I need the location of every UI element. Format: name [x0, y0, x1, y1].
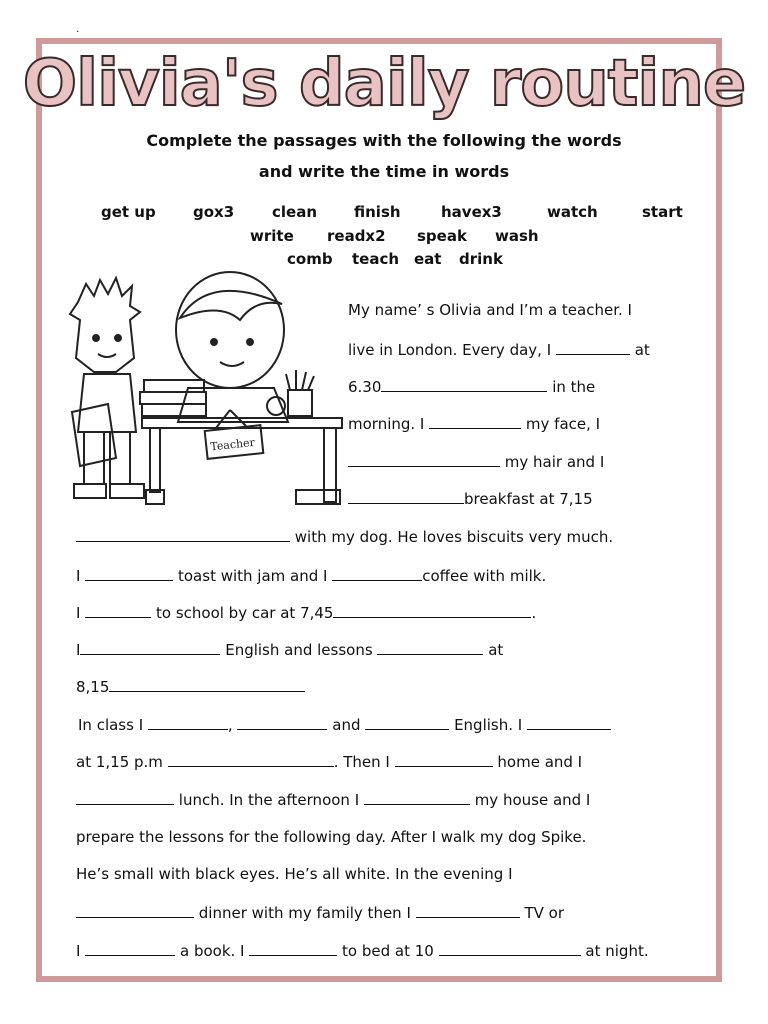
blank [249, 941, 337, 956]
passage-line-18: I a book. I to bed at 10 at night. [76, 942, 649, 960]
word-go: gox3 [193, 203, 235, 221]
word-wash: wash [495, 227, 539, 245]
blank [76, 903, 194, 918]
instructions-line-1: Complete the passages with the following the words [146, 131, 622, 150]
passage-line-13: at 1,15 p.m . Then I home and I [76, 753, 583, 771]
passage-line-14: lunch. In the afternoon I my house and I [76, 790, 590, 809]
teacher-sign-label: Teacher [209, 435, 256, 454]
blank [365, 715, 449, 730]
blank [333, 603, 531, 618]
passage-line-1: My name’ s Olivia and I’m a teacher. I [348, 301, 632, 319]
blank [80, 640, 220, 655]
blank [429, 414, 521, 429]
blank [377, 640, 483, 655]
word-clean: clean [272, 203, 318, 221]
passage-line-5: my hair and I [348, 452, 604, 471]
blank [76, 527, 290, 542]
passage-line-8: I toast with jam and I coffee with milk. [76, 567, 547, 585]
passage-line-4: morning. I my face, I [348, 415, 601, 433]
boy-figure [70, 278, 144, 498]
teacher-desk [142, 418, 342, 504]
blank [348, 489, 464, 504]
blank [237, 715, 327, 730]
blank [168, 752, 334, 767]
instructions-line-2: and write the time in words [258, 162, 510, 181]
blank [109, 677, 305, 692]
blank [395, 752, 493, 767]
blank [85, 603, 151, 618]
passage-line-16: He’s small with black eyes. He’s all white. In the evening I [76, 865, 513, 883]
stray-dot: . [76, 24, 80, 35]
worksheet-title: Olivia's daily routine [22, 47, 746, 121]
blank [439, 941, 581, 956]
word-read: readx2 [327, 227, 386, 245]
passage-line-9: I to school by car at 7,45 . [76, 604, 537, 622]
passage-line-10: I English and lessons at [76, 641, 504, 659]
blank [364, 790, 470, 805]
books-stack [140, 380, 206, 416]
word-watch: watch [547, 203, 598, 221]
blank [348, 452, 500, 467]
blank [527, 715, 611, 730]
blank [85, 941, 175, 956]
passage-line-2: live in London. Every day, I at [348, 341, 650, 359]
passage-line-12: In class I , and English. I [78, 715, 611, 734]
word-write: write [250, 227, 294, 245]
blank [556, 340, 630, 355]
word-speak: speak [417, 227, 467, 245]
passage-line-6: breakfast at 7,15 [348, 489, 593, 508]
word-get-up: get up [101, 203, 156, 221]
passage-line-3: 6.30 in the [348, 378, 596, 396]
passage-line-11: 8,15 [76, 677, 305, 696]
word-have: havex3 [441, 203, 502, 221]
blank [85, 566, 173, 581]
word-eat: eat [414, 250, 442, 268]
passage-line-7: with my dog. He loves biscuits very much. [76, 527, 613, 546]
passage-line-15: prepare the lessons for the following day. After I walk my dog Spike. [76, 828, 587, 846]
word-finish: finish [354, 203, 401, 221]
word-teach: teach [352, 250, 400, 268]
blank [332, 566, 422, 581]
blank [76, 790, 174, 805]
blank [416, 903, 520, 918]
blank [381, 377, 547, 392]
word-drink: drink [459, 250, 503, 268]
teacher-and-student-illustration [60, 262, 344, 512]
word-start: start [642, 203, 683, 221]
passage-line-17: dinner with my family then I TV or [76, 903, 564, 922]
word-comb: comb [287, 250, 333, 268]
blank [148, 715, 228, 730]
